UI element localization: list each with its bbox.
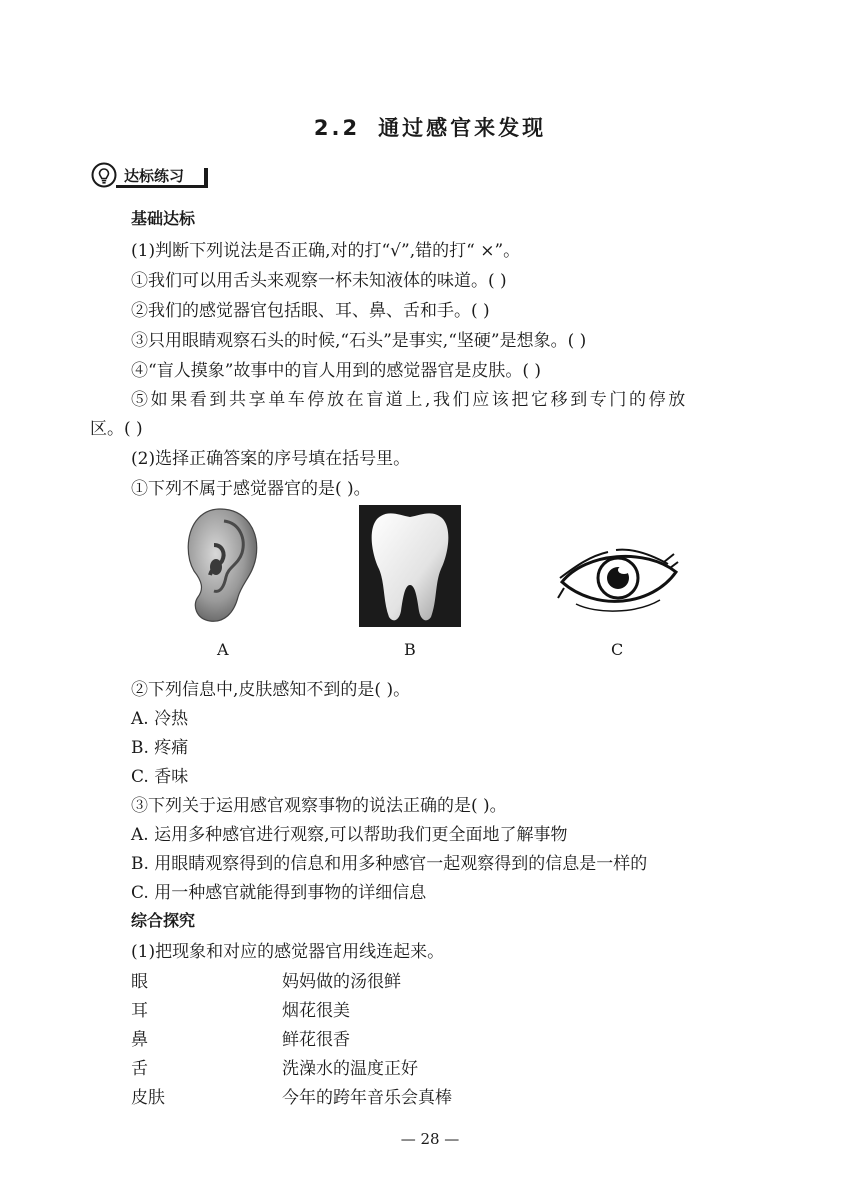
explore-heading: 综合探究 bbox=[131, 911, 196, 930]
organ-eye: 眼 bbox=[131, 972, 148, 992]
q2-sub-3-option-c: C. 用一种感官就能得到事物的详细信息 bbox=[131, 883, 427, 903]
section-badge bbox=[90, 162, 210, 190]
phenomenon-2: 烟花很美 bbox=[282, 1001, 350, 1021]
page-title bbox=[0, 112, 860, 142]
q2-sub-2-option-b: B. 疼痛 bbox=[131, 738, 189, 758]
phenomenon-1: 妈妈做的汤很鲜 bbox=[282, 972, 401, 992]
q1-item-2: ②我们的感觉器官包括眼、耳、鼻、舌和手。( ) bbox=[131, 301, 490, 321]
phenomenon-3: 鲜花很香 bbox=[282, 1030, 350, 1050]
q1-item-3: ③只用眼睛观察石头的时候,“石头”是事实,“坚硬”是想象。( ) bbox=[131, 331, 587, 351]
organ-ear: 耳 bbox=[131, 1001, 148, 1021]
q1-item-5: ⑤如果看到共享单车停放在盲道上,我们应该把它移到专门的停放 bbox=[131, 390, 688, 410]
page-number: — 28 — bbox=[400, 1130, 460, 1148]
q1-item-1: ①我们可以用舌头来观察一杯未知液体的味道。( ) bbox=[131, 271, 507, 291]
badge-underline bbox=[116, 185, 208, 188]
badge-endcap bbox=[204, 168, 208, 188]
section-number: 2.2 bbox=[313, 116, 361, 140]
q1-item-4: ④“盲人摸象”故事中的盲人用到的感觉器官是皮肤。( ) bbox=[131, 361, 542, 381]
lightbulb-icon bbox=[90, 162, 118, 190]
eye-image bbox=[556, 548, 680, 618]
organ-nose: 鼻 bbox=[131, 1030, 148, 1050]
q2-sub-3-option-b: B. 用眼睛观察得到的信息和用多种感官一起观察得到的信息是一样的 bbox=[131, 854, 648, 874]
q2-sub-3: ③下列关于运用感官观察事物的说法正确的是( )。 bbox=[131, 796, 507, 816]
q1-stem: (1)判断下列说法是否正确,对的打“√”,错的打“ ×”。 bbox=[131, 241, 521, 261]
figure-label-a: A bbox=[217, 640, 229, 659]
figure-label-b: B bbox=[404, 640, 416, 659]
organ-skin: 皮肤 bbox=[131, 1088, 165, 1108]
q2-sub-2: ②下列信息中,皮肤感知不到的是( )。 bbox=[131, 680, 411, 700]
phenomenon-4: 洗澡水的温度正好 bbox=[282, 1059, 418, 1079]
q2-stem: (2)选择正确答案的序号填在括号里。 bbox=[131, 449, 411, 469]
organ-tongue: 舌 bbox=[131, 1059, 148, 1079]
ear-image bbox=[180, 505, 262, 627]
q2-sub-2-option-a: A. 冷热 bbox=[131, 709, 189, 729]
q1-item-5-cont: 区。( ) bbox=[90, 419, 143, 439]
section-title: 通过感官来发现 bbox=[378, 116, 547, 140]
tooth-image bbox=[359, 505, 461, 627]
phenomenon-5: 今年的跨年音乐会真棒 bbox=[282, 1088, 452, 1108]
badge-label: 达标练习 bbox=[124, 167, 185, 185]
figure-label-c: C bbox=[611, 640, 624, 659]
q2-sub-2-option-c: C. 香味 bbox=[131, 767, 189, 787]
q2-sub-3-option-a: A. 运用多种感官进行观察,可以帮助我们更全面地了解事物 bbox=[131, 825, 568, 845]
explore-stem: (1)把现象和对应的感觉器官用线连起来。 bbox=[131, 942, 445, 962]
q2-sub-1: ①下列不属于感觉器官的是( )。 bbox=[131, 479, 371, 499]
basic-heading: 基础达标 bbox=[131, 209, 196, 228]
